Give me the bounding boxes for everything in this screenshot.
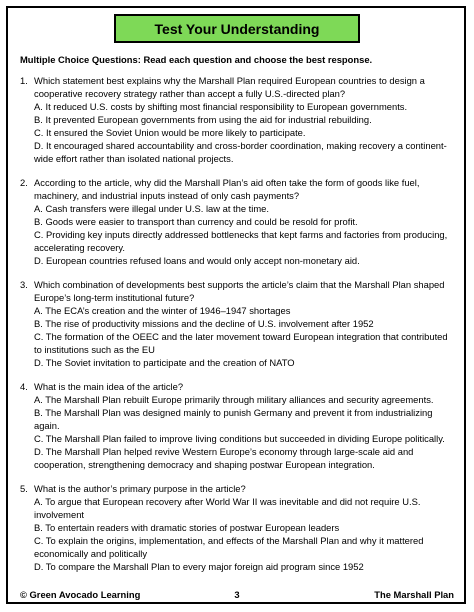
question-number: 5.	[20, 483, 28, 494]
answer-options	[34, 393, 456, 471]
question-text: Which combination of developments best supports the article’s claim that the Marshall Plan shaped Europe’s long-term institutional future?	[34, 279, 445, 303]
question-stem	[20, 380, 456, 393]
question-5	[20, 482, 456, 573]
answer-option-b: B. The Marshall Plan was designed mainly to punish Germany and prevent it from industrializing again.	[34, 407, 433, 431]
answer-option-a: A. It reduced U.S. costs by shifting most financial responsibility to European governments.	[34, 101, 408, 112]
answer-options	[34, 100, 456, 165]
question-number: 3.	[20, 279, 28, 290]
answer-option-a: A. The Marshall Plan rebuilt Europe primarily through military alliances and security agreements.	[34, 394, 434, 405]
question-number: 1.	[20, 75, 28, 86]
answer-options	[34, 304, 456, 369]
answer-option-d: D. The Marshall Plan helped revive Western Europe’s economy through large-scale aid and cooperation, strengthening democracy and shaping postwar European integration.	[34, 446, 414, 470]
question-text: According to the article, why did the Marshall Plan’s aid often take the form of goods like fuel, machinery, and industrial inputs instead of only cash payments?	[34, 177, 420, 201]
answer-option-b: B. The rise of productivity missions and the decline of U.S. involvement after 1952	[34, 318, 374, 329]
footer-page-number: 3	[234, 589, 240, 600]
instructions: Multiple Choice Questions: Read each question and choose the best response.	[20, 54, 373, 65]
question-number: 2.	[20, 177, 28, 188]
question-text: What is the main idea of the article?	[34, 381, 184, 392]
question-text: What is the author’s primary purpose in the article?	[34, 483, 246, 494]
answer-option-b: B. Goods were easier to transport than currency and could be resold for profit.	[34, 216, 358, 227]
footer-publisher: © Green Avocado Learning	[20, 589, 141, 600]
question-list	[20, 74, 456, 584]
answer-option-c: C. It ensured the Soviet Union would be more likely to participate.	[34, 127, 306, 138]
answer-option-b: B. To entertain readers with dramatic stories of postwar European leaders	[34, 522, 340, 533]
answer-option-c: C. Providing key inputs directly addressed bottlenecks that kept farms and factories from producing, accelerating recovery.	[34, 229, 448, 253]
answer-option-a: A. Cash transfers were illegal under U.S. law at the time.	[34, 203, 269, 214]
answer-option-d: D. It encouraged shared accountability and cross-border coordination, making recovery a continent-wide effort rather than isolated national projects.	[34, 140, 447, 164]
answer-option-b: B. It prevented European governments from using the aid for industrial rebuilding.	[34, 114, 372, 125]
question-stem	[20, 278, 456, 304]
question-stem	[20, 74, 456, 100]
answer-options	[34, 202, 456, 267]
page-title: Test Your Understanding	[154, 20, 320, 37]
question-1	[20, 74, 456, 165]
question-4	[20, 380, 456, 471]
page-title-box	[114, 14, 360, 43]
answer-option-d: D. To compare the Marshall Plan to every major foreign aid program since 1952	[34, 561, 364, 572]
answer-option-c: C. The formation of the OEEC and the later movement toward European integration that contributed to institutions such as the EU	[34, 331, 448, 355]
answer-option-c: C. The Marshall Plan failed to improve living conditions but succeeded in dividing Europe politically.	[34, 433, 445, 444]
answer-option-a: A. To argue that European recovery after World War II was inevitable and did not require U.S. involvement	[34, 496, 421, 520]
question-3	[20, 278, 456, 369]
answer-option-d: D. The Soviet invitation to participate and the creation of NATO	[34, 357, 295, 368]
answer-options	[34, 495, 456, 573]
page-footer	[20, 589, 454, 600]
question-stem	[20, 176, 456, 202]
answer-option-a: A. The ECA’s creation and the winter of 1946–1947 shortages	[34, 305, 291, 316]
question-number: 4.	[20, 381, 28, 392]
question-text: Which statement best explains why the Marshall Plan required European countries to design a cooperative recovery strategy rather than accept a fully U.S.-directed plan?	[34, 75, 425, 99]
question-2	[20, 176, 456, 267]
answer-option-d: D. European countries refused loans and would only accept non-monetary aid.	[34, 255, 360, 266]
question-stem	[20, 482, 456, 495]
answer-option-c: C. To explain the origins, implementation, and effects of the Marshall Plan and why it mattered economically and politically	[34, 535, 424, 559]
footer-subject: The Marshall Plan	[374, 589, 454, 600]
